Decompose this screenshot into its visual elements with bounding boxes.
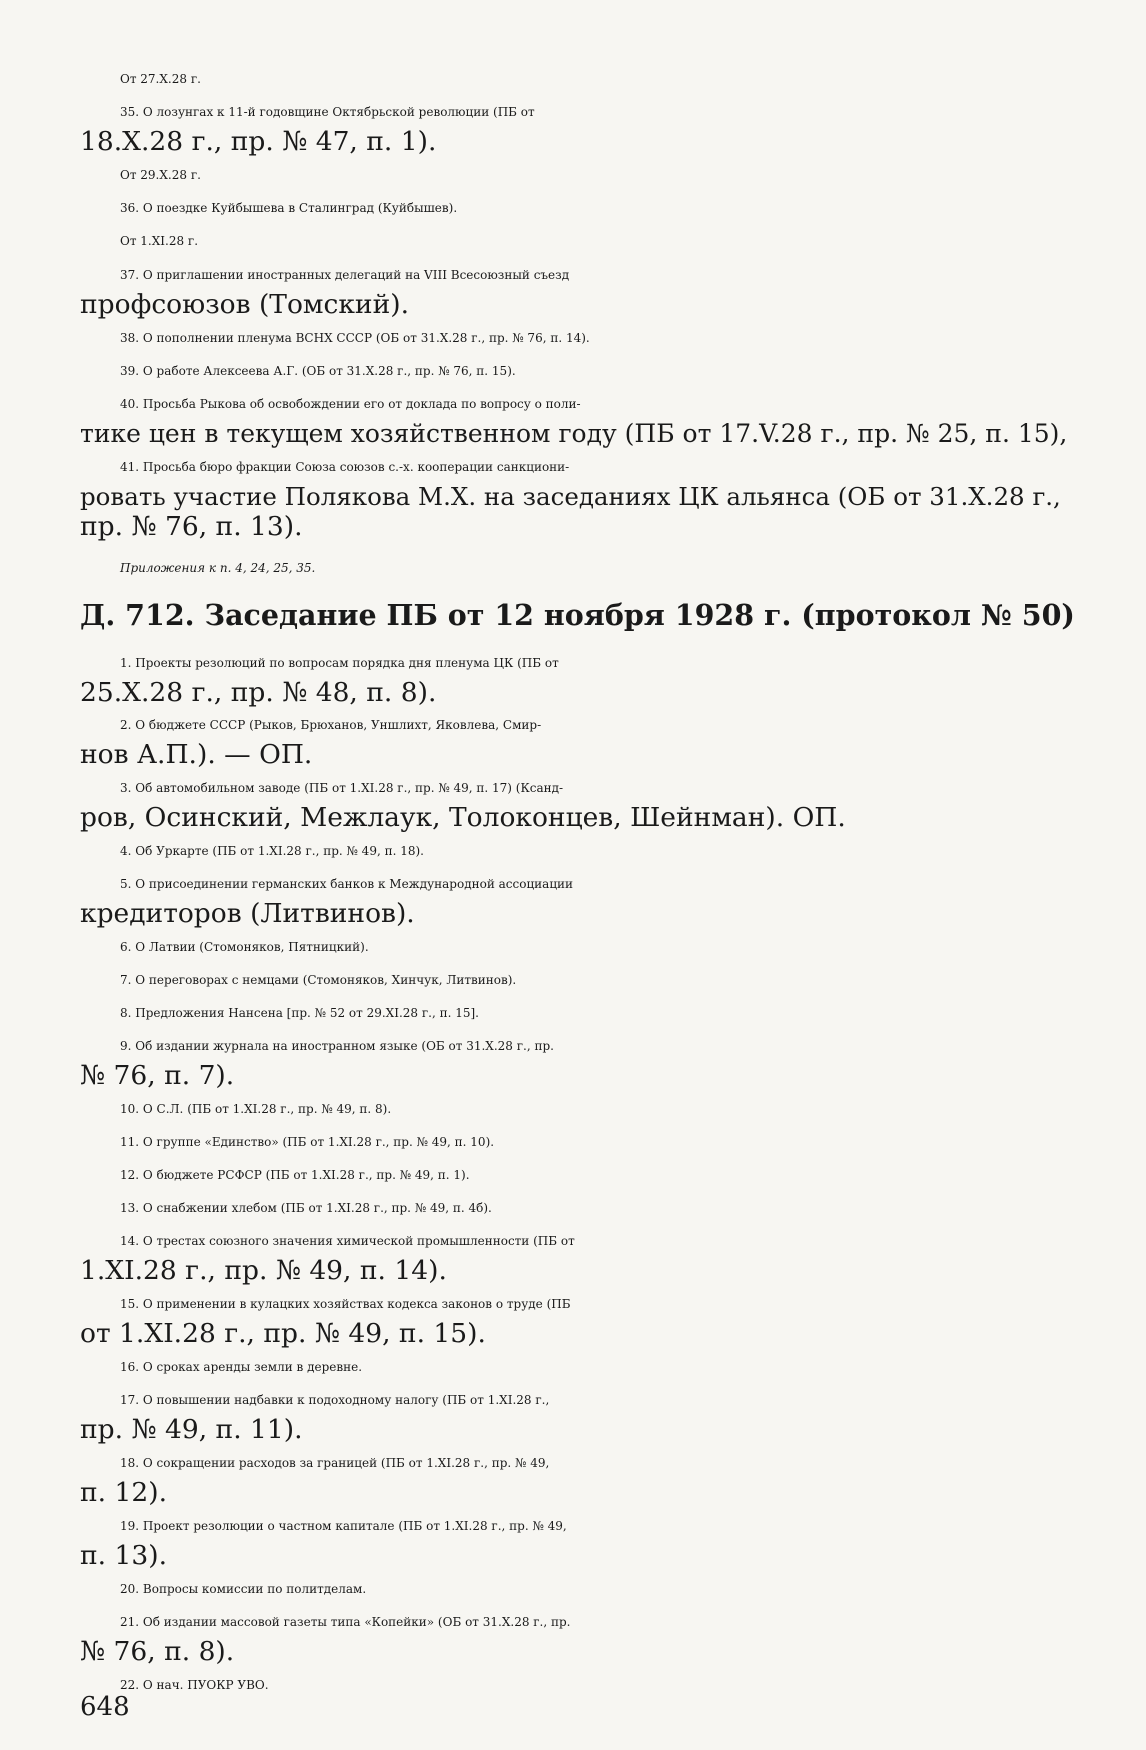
item-39-line-1: 39. О работе Алексеева А.Г. (ОБ от 31.X.28 г., пр. № 76, п. 15). xyxy=(120,364,516,378)
item-14-line-1: 14. О трестах союзного значения химической промышленности (ПБ от xyxy=(120,1234,575,1248)
item-37-line-1: 37. О приглашении иностранных делегаций на VIII Всесоюзный съезд xyxy=(120,268,570,282)
item-2-line-1: 2. О бюджете СССР (Рыков, Брюханов, Уншлихт, Яковлева, Смир- xyxy=(120,718,542,732)
item-5-line-2: кредиторов (Литвинов). xyxy=(80,898,415,929)
item-13-line-1: 13. О снабжении хлебом (ПБ от 1.XI.28 г., пр. № 49, п. 4б). xyxy=(120,1201,492,1215)
item-19-line-2: п. 13). xyxy=(80,1540,167,1571)
item-9-line-1: 9. Об издании журнала на иностранном языке (ОБ от 31.X.28 г., пр. xyxy=(120,1039,554,1053)
item-18-line-2: п. 12). xyxy=(80,1477,167,1508)
item-21-line-2: № 76, п. 8). xyxy=(80,1636,235,1667)
item-40-line-2: тике цен в текущем хозяйственном году (ПБ от 17.V.28 г., пр. № 25, п. 15), xyxy=(80,419,1068,448)
item-15-line-2: от 1.XI.28 г., пр. № 49, п. 15). xyxy=(80,1318,486,1349)
item-7-line-1: 7. О переговорах с немцами (Стомоняков, Хинчук, Литвинов). xyxy=(120,973,517,987)
item-5-line-1: 5. О присоединении германских банков к Международной ассоциации xyxy=(120,877,574,891)
item-17-line-1: 17. О повышении надбавки к подоходному налогу (ПБ от 1.XI.28 г., xyxy=(120,1393,550,1407)
item-41-line-2: ровать участие Полякова М.X. на заседаниях ЦК альянса (ОБ от 31.X.28 г., xyxy=(80,482,1061,511)
item-19-line-1: 19. Проект резолюции о частном капитале (ПБ от 1.XI.28 г., пр. № 49, xyxy=(120,1519,567,1533)
item-41-line-3: пр. № 76, п. 13). xyxy=(80,511,303,542)
item-3-line-2: ров, Осинский, Межлаук, Толоконцев, Шейнман). ОП. xyxy=(80,802,846,833)
item-22-line-1: 22. О нач. ПУОКР УВО. xyxy=(120,1678,269,1692)
item-35-line-2: 18.X.28 г., пр. № 47, п. 1). xyxy=(80,126,437,157)
item-35-line-1: 35. О лозунгах к 11-й годовщине Октябрьской революции (ПБ от xyxy=(120,105,535,119)
item-3-line-1: 3. Об автомобильном заводе (ПБ от 1.XI.28 г., пр. № 49, п. 17) (Ксанд- xyxy=(120,781,564,795)
item-4-line-1: 4. Об Уркарте (ПБ от 1.XI.28 г., пр. № 49, п. 18). xyxy=(120,844,424,858)
date-line: От 1.XI.28 г. xyxy=(120,234,199,248)
page-number: 648 xyxy=(80,1692,130,1722)
item-1-line-2: 25.X.28 г., пр. № 48, п. 8). xyxy=(80,677,437,708)
section-heading: Д. 712. Заседание ПБ от 12 ноября 1928 г. (протокол № 50) xyxy=(80,598,1075,632)
item-9-line-2: № 76, п. 7). xyxy=(80,1060,235,1091)
item-11-line-1: 11. О группе «Единство» (ПБ от 1.XI.28 г., пр. № 49, п. 10). xyxy=(120,1135,495,1149)
item-21-line-1: 21. Об издании массовой газеты типа «Копейки» (ОБ от 31.X.28 г., пр. xyxy=(120,1615,571,1629)
date-line: От 27.X.28 г. xyxy=(120,72,201,86)
item-12-line-1: 12. О бюджете РСФСР (ПБ от 1.XI.28 г., пр. № 49, п. 1). xyxy=(120,1168,470,1182)
item-8-line-1: 8. Предложения Нансена [пр. № 52 от 29.XI.28 г., п. 15]. xyxy=(120,1006,479,1020)
item-14-line-2: 1.XI.28 г., пр. № 49, п. 14). xyxy=(80,1255,447,1286)
item-20-line-1: 20. Вопросы комиссии по политделам. xyxy=(120,1582,367,1596)
item-18-line-1: 18. О сокращении расходов за границей (ПБ от 1.XI.28 г., пр. № 49, xyxy=(120,1456,550,1470)
item-36-line-1: 36. О поездке Куйбышева в Сталинград (Куйбышев). xyxy=(120,201,458,215)
item-17-line-2: пр. № 49, п. 11). xyxy=(80,1414,303,1445)
item-37-line-2: профсоюзов (Томский). xyxy=(80,289,410,320)
item-41-line-1: 41. Просьба бюро фракции Союза союзов с.-х. кооперации санкциони- xyxy=(120,460,570,474)
item-10-line-1: 10. О С.Л. (ПБ от 1.XI.28 г., пр. № 49, п. 8). xyxy=(120,1102,392,1116)
item-40-line-1: 40. Просьба Рыкова об освобождении его от доклада по вопросу о поли- xyxy=(120,397,581,411)
date-line: От 29.X.28 г. xyxy=(120,168,201,182)
item-15-line-1: 15. О применении в кулацких хозяйствах кодекса законов о труде (ПБ xyxy=(120,1297,571,1311)
item-16-line-1: 16. О сроках аренды земли в деревне. xyxy=(120,1360,363,1374)
item-6-line-1: 6. О Латвии (Стомоняков, Пятницкий). xyxy=(120,940,369,954)
item-1-line-1: 1. Проекты резолюций по вопросам порядка дня пленума ЦК (ПБ от xyxy=(120,656,559,670)
appendix-note: Приложения к п. 4, 24, 25, 35. xyxy=(120,561,316,575)
item-38-line-1: 38. О пополнении пленума ВСНХ СССР (ОБ от 31.X.28 г., пр. № 76, п. 14). xyxy=(120,331,590,345)
item-2-line-2: нов А.П.). — ОП. xyxy=(80,739,313,770)
